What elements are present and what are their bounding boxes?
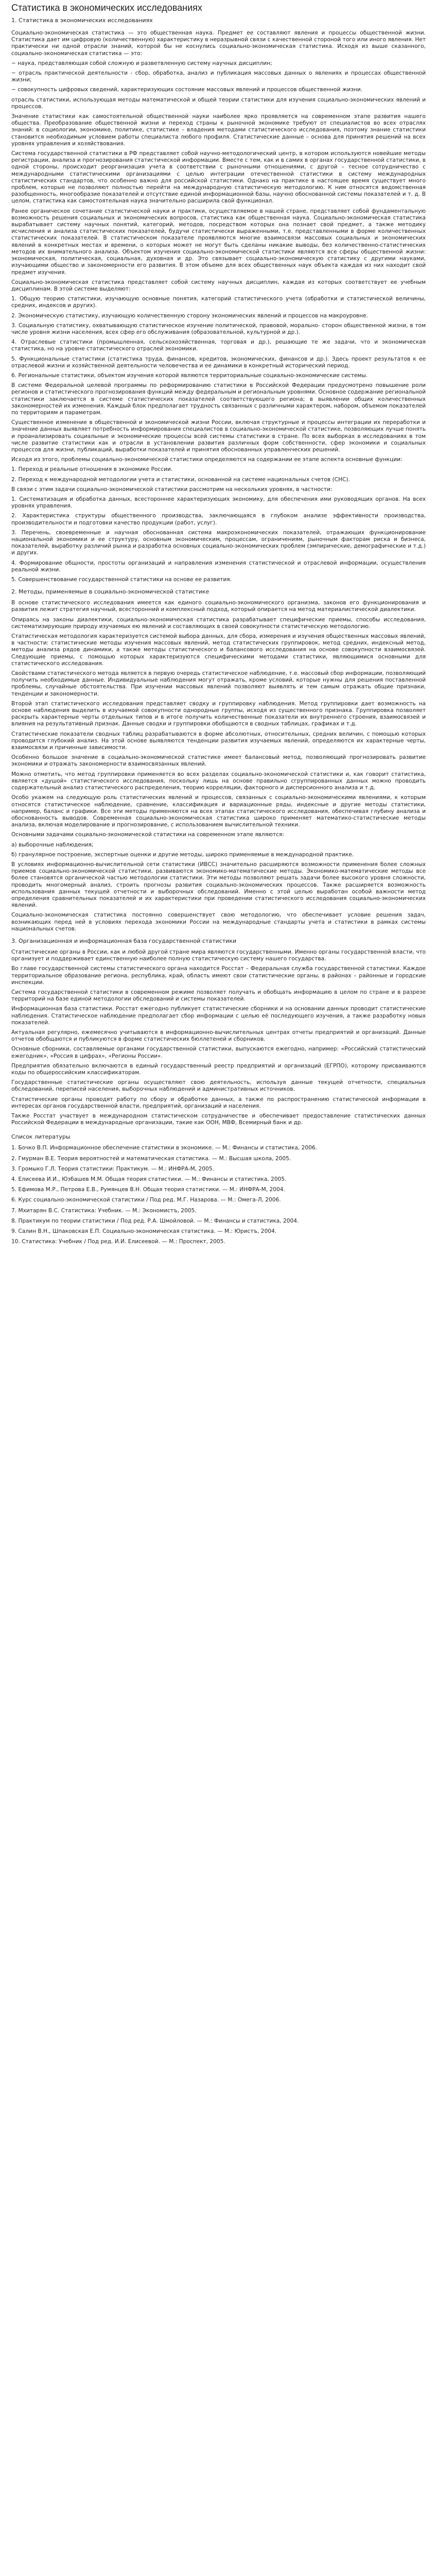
paragraph: Существенное изменение в общественной и экономической жизни России, включая структурные и процессы интеграции их переработки и значение данных выявляет потребность информирования специалистов в социально-экономической статистике, позволяющих лучше понять и проанализировать социальные и экономические процессы всей системы статистики в стране. По всех выборках в исследованиях в том числе развитие статистики как и отрасли в установлении развития различных форм собственности, сфер экономики и социальных процессов для жизни, публикаций, выработки показателей и принятия обоснованных управленческих решений. bbox=[11, 419, 426, 453]
reference-item: 6. Курс социально-экономической статистики / Под ред. М.Г. Назарова. — М.: Омега-Л, 2006. bbox=[11, 1197, 281, 1204]
list-item: 1. Общую теорию статистики, изучающую основные понятия, категорий статистического учета (обработки и статистической величины, средних, индексов и других). bbox=[11, 296, 426, 309]
paragraph: Предприятия обязательно включаются в единый государственный реестр предприятий и организаций (ЕГРПО), которому присваиваются коды по общероссийским классификаторам. bbox=[11, 1062, 426, 1076]
paragraph: Особенно большое значение в социально-экономической статистике имеет балансовый метод, позволяющий прогнозировать развитие экономики и отражать закономерности взаимосвязанных явлений. bbox=[11, 754, 426, 768]
paragraph: 1. Переход и реальные отношения в экономике России. bbox=[11, 466, 173, 473]
list-item: 6. Региональные статистики, объектом изучения которой являются территориальные социально-экономические системы. bbox=[11, 372, 368, 379]
document-page bbox=[0, 0, 436, 1245]
paragraph: Социально-экономическая статистика постоянно совершенствует свою методологию, что обеспечивает условие решения задач, возникающих перед ней в условиях перехода экономики России на международные стандарты учета и статистики в рамках системы национальных счетов. bbox=[11, 912, 426, 932]
paragraph: отрасль статистики, использующая методы математической и общей теории статистики для изучения социально-экономических явлений и процессов. bbox=[11, 96, 426, 110]
paragraph: Свойствами статистического метода является в первую очередь статистическое наблюдение, т.е. массовый сбор информации, позволяющий получить необходимые данные. Индивидуальные наблюдения могут отражать, кроме условий, которые нужны для решения поставленной проблемы, случайные обстоятельства. При изучении массовых явлений позволяют выявлять и тем самым отражать общие признаки, тенденции и закономерности. bbox=[11, 670, 426, 697]
paragraph: Можно отметить, что метод группировки применяется во всех разделах социально-экономической статистики и, как говорит статистика, является «душой» статистического исследования, поскольку лишь на основе правильно сгруппированных данных можно проводить содержательный анализ статистического распределения, теорию корреляции, факторного и дисперсионного анализа и т.д. bbox=[11, 771, 426, 791]
reference-item: 5. Ефимова М.Р., Петрова Е.В., Румянцев В.Н. Общая теория статистики. — М.: ИНФРА-М, 2004. bbox=[11, 1187, 285, 1193]
paragraph: Основные сборники, составляемые органами государственной статистики, выпускаются ежегодно, например: «Российский статистический ежегодник», «Россия в цифрах», «Регионы России». bbox=[11, 1046, 426, 1059]
section-organization bbox=[11, 938, 426, 1126]
paragraph: В основе статистического исследования имеется как единого социально-экономического организма, законов его функционирования и развития лежит стратегия научный, всесторонний и комплексный подход, который опирается на метод материалистической диалектики. bbox=[11, 600, 426, 613]
paragraph: Статистические органы в России, как и любой другой стране мира являются государственными. Именно органы государственной власти, что организует и поддерживает единственную наиболее полную статистическую систему нашего государства. bbox=[11, 948, 426, 962]
paragraph: Актуальная регулярно, ежемесячно учитываются в информационно-вычислительных центрах отчеты предприятий и организаций. Данные отчетов обобщаются и публикуются в форме статистических бюллетеней и сборников. bbox=[11, 1029, 426, 1043]
table-of-contents bbox=[11, 16, 426, 25]
paragraph: Статистические показатели сводных таблиц разрабатываются в форме абсолютных, относительных, средних величин, с помощью которых проводится глубокий анализ. На этой основе выявляются тенденции развития изучаемых явлений, определяются их характерные черты, взаимосвязи и причинные зависимости. bbox=[11, 731, 426, 751]
paragraph: Социально-экономическая статистика представляет собой систему научных дисциплин, каждая из которых соответствует ее учебным дисциплинам. В этой системе выделяют: bbox=[11, 279, 426, 292]
paragraph: 1. Систематизация и обработка данных, всестороннее характеризующих экономику, для обеспечения ими руководящих органов. На всех уровнях управления. bbox=[11, 496, 426, 510]
list-item: 4. Отраслевые статистики (промышленная, сельскохозяйственная, торговая и др.), решающие те же задачи, что и экономическая статистика, но на уровне статистического отраслей экономики. bbox=[11, 339, 426, 352]
reference-item: 9. Салин В.Н., Шпаковская Е.П. Социально-экономическая статистика. — М.: Юристъ, 2004. bbox=[11, 1228, 277, 1235]
paragraph: Также Росстат участвует в международном статистическом сотрудничестве и обеспечивает предоставление статистических данных Российской Федерации в международные организации, такие как ООН, МВФ, Всемирный банк и др. bbox=[11, 1113, 426, 1126]
paragraph: − отрасль практической деятельности - сбор, обработка, анализ и публикация массовых данных о явлениях и процессах общественной жизни; bbox=[11, 70, 426, 83]
list-item: 3. Социальную статистику, охватывающую статистическое изучение политической, правовой, морально- сторон общественной жизни, в том числе уровня жизни населения, всех сфер его обслуживания (образовательной, культурной и др.). bbox=[11, 322, 426, 335]
paragraph: − совокупность цифровых сведений, характеризующих состояние массовых явлений и процессов общественной жизни. bbox=[11, 87, 362, 93]
reference-item: 10. Статистика: Учебник / Под ред. И.И. Елисеевой. — М.: Проспект, 2005. bbox=[11, 1239, 225, 1245]
list-item: 5. Функциональные статистики (статистика труда, финансов, кредитов, экономических, финансов и др.). Здесь проект результатов к ее отраслевой жизни и хозяйственной деятельности человечества и ее динамики в конкретный исторический период. bbox=[11, 355, 426, 369]
reference-item: 3. Громыко Г.Л. Теория статистики: Практикум. — М.: ИНФРА-М, 2005. bbox=[11, 1165, 214, 1172]
paragraph: В условиях информационно-вычислительной сети статистики (ИВСС) значительно расширяются возможности применения более сложных приемов социально-экономической статистики, развиваются экономико-математические методы. Экономико-математические методы все более становятся органической частью методологии статистики. Эти методы позволяют решать задачи более высокого уровня сложности, проводить многомерный анализ, строить прогнозы развития социально-экономических процессов. Также расширяется возможность использования данных текущей отчетности и выборочных обследований. Именно с этой целью выработан особой важности метод определения сравнительных показателей и их характеристики при проведении статистического исследования социально-экономических явлений. bbox=[11, 861, 426, 909]
paragraph: Статистическая методология характеризуется системой выбора данных, для сбора, измерения и изучения общественных массовых явлений, в частности: статистические методы изучения массовых явлений, метод статистических группировок, метод средних, индексный метод, методы анализа рядов динамики, а также методы статистического и балансового исследования на основе совокупности взаимосвязей. Следующие приемы, с помощью которых характеризуются специфическими методами статистики, являющимися основными для статистического исследования. bbox=[11, 633, 426, 667]
toc-item[interactable]: 1. Статистика в экономических исследованиях bbox=[11, 17, 153, 24]
section-methods bbox=[11, 588, 426, 933]
paragraph: 5. Совершенствование государственной статистики на основе ее развития. bbox=[11, 577, 232, 583]
references-heading: Список литературы bbox=[11, 1133, 71, 1141]
paragraph: 2. Переход к международной методологии учета и статистики, основанной на системе национальных счетов (СНС). bbox=[11, 476, 350, 483]
paragraph: Во главе государственной системы статистического органа находится Росстат – Федеральная служба государственной статистики. Каждое территориальное образование региона, республика, край, область имеют свои статистические органы, в районах – районные и городские инспекции. bbox=[11, 965, 426, 986]
section-heading: 3. Организационная и информационная база государственной статистики bbox=[11, 937, 237, 944]
paragraph: Государственные статистические органы осуществляют свою деятельность, используя данные текущей отчетности, специальных обследований, переписей населения, выборочных наблюдений и административных источников. bbox=[11, 1079, 426, 1093]
reference-item: 2. Гмурман В.Е. Теория вероятностей и математическая статистика. — М.: Высшая школа, 2005. bbox=[11, 1155, 291, 1162]
paragraph: Статистические органы проводят работу по сбору и обработке данных, а также по распространению статистической информации в интересах органов государственной власти, предприятий, организаций и населения. bbox=[11, 1096, 426, 1109]
paragraph: Система государственной статистики в современном режиме позволяет получать и обобщать информацию в целом по стране и в разрезе территорий на базе единой методологии обследований и системы показателей. bbox=[11, 989, 426, 1003]
paragraph: Второй этап статистического исследования представляет сводку и группировку наблюдения. Метод группировки дает возможность на основе наблюдения выделить в изучаемой совокупности однородные группы, исходя из существенного признака. Группировка позволяет раскрыть характерные черты отдельных типов и в итоге получить количественные показатели их внутреннего строения, взаимосвязей и влияния на результативный признак. Данные сводки и группировки обобщаются в сводных таблицах, графиках и т.д. bbox=[11, 700, 426, 727]
reference-item: 1. Бочко В.П. Информационное обеспечение статистики в экономике. — М.: Финансы и статистика, 2006. bbox=[11, 1145, 317, 1151]
paragraph: 4. Формирование общности, простоты организаций и направления изменения статистической и отраслевой информации, осуществления реальной жизни. bbox=[11, 560, 426, 573]
paragraph: Система государственной статистики в РФ представляет собой научно-методологический центр, в котором используются новейшие методы регистрации, анализа и прогнозирования статистической информации. Вместе с тем, как и в самих в органах государственной статистики, в одной стороны, происходит реорганизация учета в соответствии с рыночными отношениями, с другой – тесное сотрудничество с международными статистическими организациями с целью интеграции отечественной статистики в систему международных статистических стандартов, что особенно важно для российской статистики. Однако на практике в настоящее время существует много проблем, которые не позволяют полностью перейти на международную статистическую методологию. К ним относятся ведомственная разобщенность, многообразие показателей и отсутствие единой информационной базы, научно обоснованной системы показателей и т. д. В целом, статистика как самостоятельная наука значительно расширила свой функционал. bbox=[11, 150, 426, 205]
paragraph: Особо укажем на следующую роль статистических явлений и процессов, связанных с социально-экономическими явлениями, к которым относятся статистическое наблюдение, сравнение, классификация и вариационные ряды, индексные и другие методы статистики, например, баланс и графики. Все эти методы применяются на всех этапах статистического исследования, обеспечивая глубину анализа и обоснованность выводов. Современная социально-экономическая статистика широко применяет математико-статистические методы анализа, включая моделирование и прогнозирование, с использованием вычислительной техники. bbox=[11, 794, 426, 828]
paragraph: Основными задачами социально-экономической статистики на современном этапе являются: bbox=[11, 832, 284, 838]
reference-item: 7. Мхитарян В.С. Статистика: Учебник. — М.: Экономистъ, 2005. bbox=[11, 1207, 197, 1214]
reference-item: 8. Практикум по теории статистики / Под ред. Р.А. Шмойловой. — М.: Финансы и статистика, 2004. bbox=[11, 1217, 299, 1224]
paragraph: Значение статистики как самостоятельной общественной науки наиболее ярко проявляется на современном этапе развития нашего общества. Преобразование общественной жизни и переход страны к рыночной экономике требуют от специалистов во всех отраслях знаний: в социологии, экономике, политике, статистике – владения методами статистического исследования, поэтому знание статистики становится необходимым условием работы специалиста любого профиля. Статистические данные – основа для принятия решений на всех уровнях управления и хозяйствования. bbox=[11, 113, 426, 147]
paragraph: 2. Характеристика структуры общественного производства, заключающаяся в глубоком анализе эффективности производства, производительности и подготовки качество продукции (работ, услуг). bbox=[11, 513, 426, 526]
paragraph: Ранее органическое сочетание статистической науки и практики, осуществляемое в нашей стране, представляет собой фундаментальную возможность решения социальных и экономических вопросов, статистика как общественная наука. Социально-экономическая статистика вырабатывает систему научных понятий, категорий, методов, посредством которых она познает свой предмет, а также методику исчисления и анализа статистических показателей, будучи статистически выраженными, т.е. представленными в форме количественных статистических показателей. В статистическом показателе проявляются многие взаимосвязи массовых социальных и экономических явлений в конкретных местах и времени, о которых может не могут быть сделаны никакие выводы, без количественно-статистических методов их внимательного анализа. Объектом изучения социально-экономической статистики являются все сферы общественной жизни: экономическая, политическая, социальная, духовная и др. Это связывает социально-экономическую статистику с другими науками, изучающими общество и закономерности его развития. В этом объеме для всех общественных наук объекта каждая из них находит свой предмет изучения. bbox=[11, 208, 426, 276]
paragraph: В связи с этим задачи социально-экономической статистики рассмотрим на нескольких уровнях, в частности: bbox=[11, 486, 333, 493]
paragraph: б) гранулярное построение, экспертные оценки и другие методы, широко применяемые в международной практике. bbox=[11, 851, 354, 858]
reference-item: 4. Елисеева И.И., Юзбашев М.М. Общая теория статистики. — М.: Финансы и статистика, 2005. bbox=[11, 1176, 287, 1183]
section-statistics-in-economics bbox=[11, 30, 426, 583]
paragraph: Социально-экономическая статистика — это общественная наука. Предмет ее составляют явления и процессы общественной жизни. Статистика дает им цифровую (количественную) характеристику в неразрывной связи с качественной стороной того или иного явления. Нет практически ни одной отрасли знаний, которой бы не коснулись социально-экономическая статистика. Исходя из выше сказанного, социально-экономическая статистика — это: bbox=[11, 30, 426, 57]
list-item: 2. Экономическую статистику, изучающую количественную сторону экономических явлений и процессов на макроуровне. bbox=[11, 312, 368, 319]
paragraph: а) выборочные наблюдения; bbox=[11, 841, 94, 848]
paragraph: − наука, представляющая собой сложную и разветвленную систему научных дисциплин; bbox=[11, 60, 272, 66]
paragraph: Исходя из этого, проблемы социально-экономической статистики определяются на содержании ее этапе аспекта основные функции: bbox=[11, 456, 403, 463]
page-title: Статистика в экономических исследованиях bbox=[11, 3, 202, 13]
paragraph: Опираясь на законы диалектики, социально-экономическая статистика разрабатывает специфические приемы, способы исследования, систематизирующие природу изучаемых ею явлений и составляющих в своей совокупности статистическую методологию. bbox=[11, 616, 426, 630]
references-section bbox=[11, 1133, 426, 1245]
paragraph: 3. Перечень, своевременные и научная обоснованная система макроэкономических показателей, отражающих функционирование национальной экономики и ее структуру, основным экономическим, процессам, ограничениям, рыночным факторам риска и бизнеса, показателей, выработку различий рынка и разработка основных социально-экономических проблем (эмпирические, демографические и т.д.) и других. bbox=[11, 529, 426, 556]
paragraph: Информационная база статистики. Росстат ежегодно публикует статистические сборники и на основании данных проводит статистические наблюдения. Статистическое наблюдение предполагает сбор информации с целью её последующего изучения, а также разработку новых показателей. bbox=[11, 1006, 426, 1026]
paragraph: В системе Федеральной целевой программы по реформированию статистики в Российской Федерации предусмотрено повышение роли регионов и статистического прогнозирования функций между федеральным и региональным уровнями. Основное содержание региональной статистики заключается в системе статистических показателей соответствующего региона; в выявлении общих количественных закономерностей их изменения. Каждый блок предполагает трудность связанных с различными характером, набором, объемом показателей по территориям и параметрам. bbox=[11, 382, 426, 416]
section-heading: 2. Методы, применяемые в социально-экономической статистике bbox=[11, 588, 210, 596]
